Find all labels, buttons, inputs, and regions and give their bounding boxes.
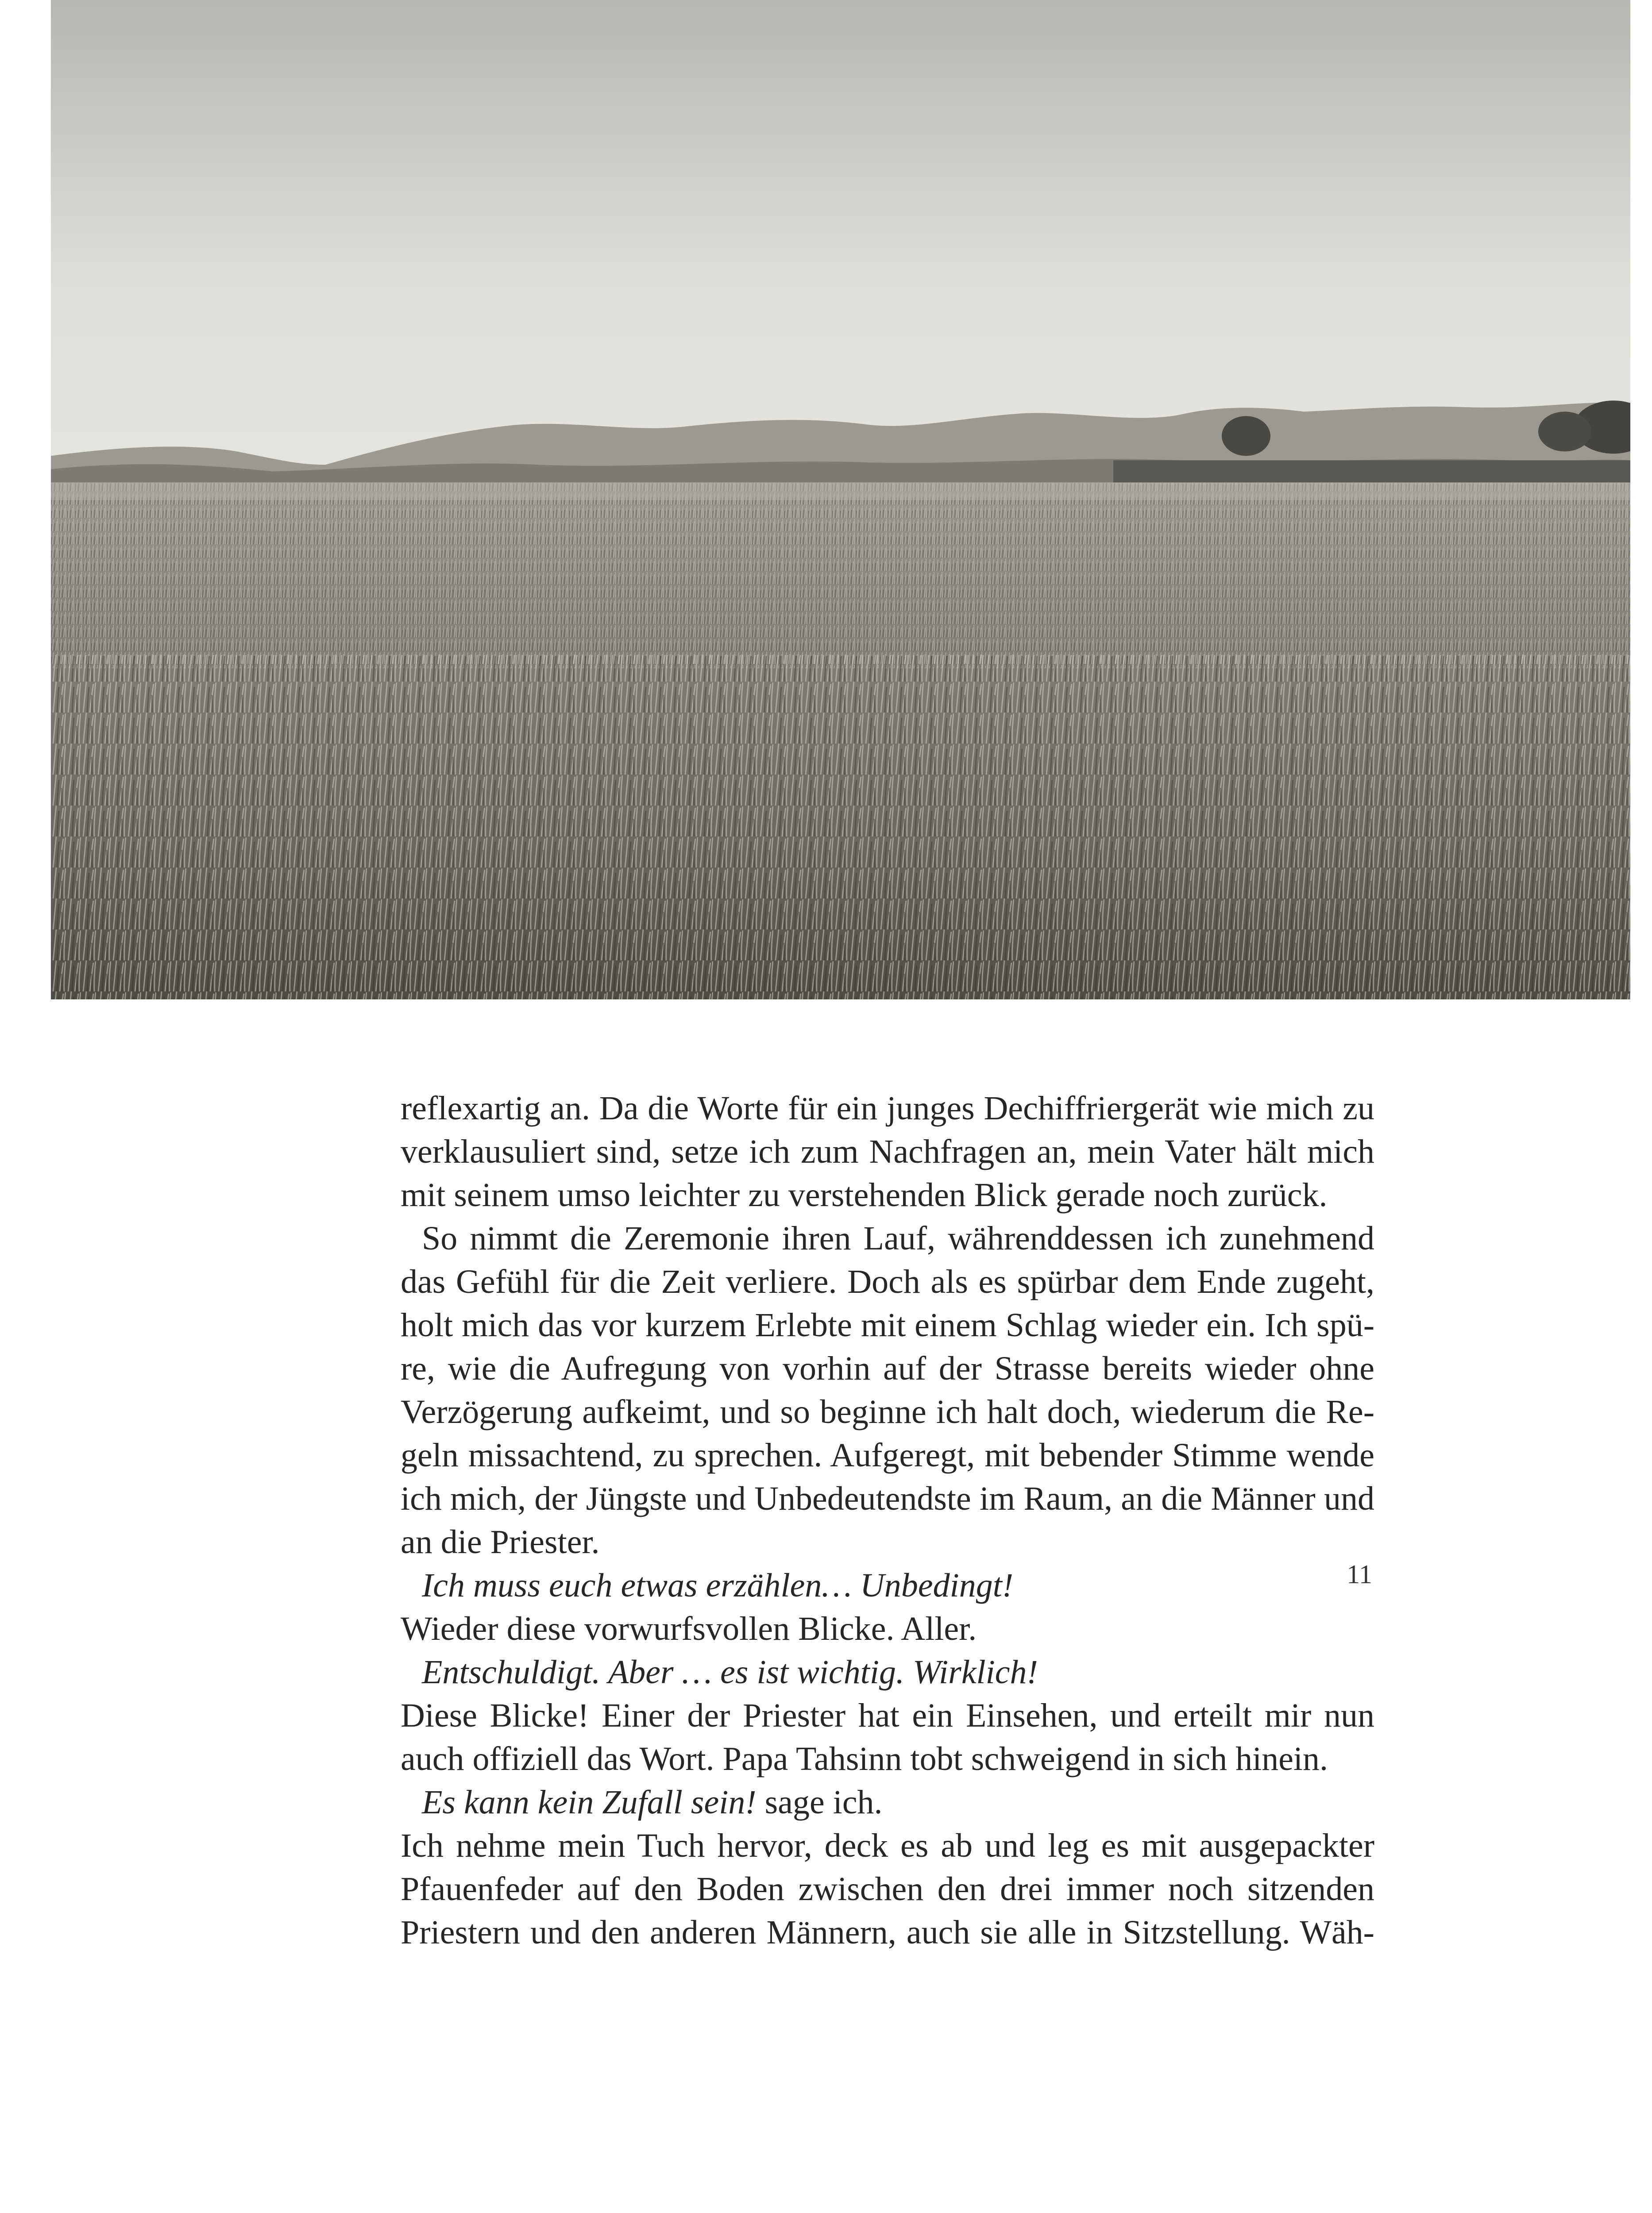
text-line: Diese Blicke! Einer der Priester hat ein Einsehen, und erteilt mir nun	[401, 1697, 1374, 1734]
dialogue-line	[401, 1781, 1374, 1824]
text-line: mit seinem umso leichter zu verstehenden Blick gerade noch zurück.	[401, 1176, 1328, 1214]
body-text	[401, 1087, 1374, 1954]
text-line: verklausuliert sind, setze ich zum Nachfragen an, mein Vater hält mich	[401, 1133, 1374, 1170]
text-line: Priestern und den anderen Männern, auch sie alle in Sitzstellung. Wäh-	[401, 1914, 1374, 1951]
text-line: an die Priester.	[401, 1523, 600, 1561]
text-line: ich mich, der Jüngste und Unbedeutendste im Raum, an die Männer und	[401, 1480, 1374, 1517]
wheat-field-image	[51, 0, 1630, 999]
text-line: So nimmt die Zeremonie ihren Lauf, währenddessen ich zunehmend	[422, 1220, 1374, 1257]
dialogue-line: Ich muss euch etwas erzählen… Unbedingt!	[422, 1567, 1014, 1604]
text-line: Verzögerung aufkeimt, und so beginne ich halt doch, wiederum die Re-	[401, 1393, 1374, 1430]
text-line: auch offiziell das Wort. Papa Tahsinn tobt schweigend in sich hinein.	[401, 1740, 1328, 1777]
text-line: geln missachtend, zu sprechen. Aufgeregt, mit bebender Stimme wende	[401, 1437, 1374, 1474]
text-line: das Gefühl für die Zeit verliere. Doch als es spürbar dem Ende zugeht,	[401, 1263, 1374, 1300]
dialogue-tag: sage ich.	[756, 1784, 883, 1821]
landscape-photo	[51, 0, 1630, 999]
dialogue-line: Entschuldigt. Aber … es ist wichtig. Wirklich!	[422, 1654, 1038, 1691]
text-line: Pfauenfeder auf den Boden zwischen den drei immer noch sitzenden	[401, 1870, 1374, 1908]
text-line: Wieder diese vorwurfsvollen Blicke. Aller.	[401, 1610, 977, 1647]
text-line: reflexartig an. Da die Worte für ein junges Dechiffriergerät wie mich zu	[401, 1090, 1374, 1127]
text-line: holt mich das vor kurzem Erlebte mit einem Schlag wieder ein. Ich spü-	[401, 1307, 1374, 1344]
page-number: 11	[1347, 1560, 1372, 1589]
dialogue-italic: Es kann kein Zufall sein!	[422, 1784, 757, 1821]
text-line: re, wie die Aufregung von vorhin auf der Strasse bereits wieder ohne	[401, 1350, 1374, 1387]
text-line: Ich nehme mein Tuch hervor, deck es ab und leg es mit ausgepackter	[401, 1827, 1374, 1864]
